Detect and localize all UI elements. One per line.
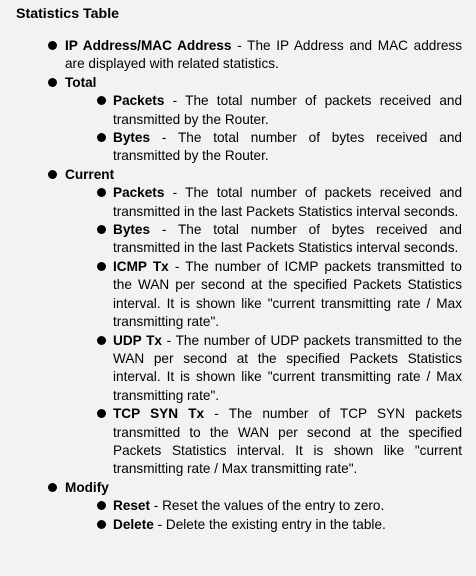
bullet-icon <box>48 170 57 179</box>
bullet-icon <box>97 225 106 234</box>
term-current-bytes: Bytes <box>113 222 151 238</box>
bullet-icon <box>97 501 106 510</box>
list-item-udp-tx <box>65 332 462 406</box>
term-delete: Delete <box>113 516 154 532</box>
list-item-delete <box>65 516 462 534</box>
list-item-modify <box>16 479 462 534</box>
list-item-total-packets <box>65 92 462 129</box>
term-tcp-syn-tx: TCP SYN Tx <box>113 406 205 422</box>
modify-sublist <box>65 497 462 534</box>
total-sublist <box>65 92 462 166</box>
term-icmp-tx: ICMP Tx <box>113 258 169 274</box>
list-item-reset <box>65 497 462 515</box>
bullet-icon <box>97 188 106 197</box>
heading-total: Total <box>65 74 97 90</box>
list-item-current-packets <box>65 184 462 221</box>
desc-ip-mac: - The IP Address and MAC address are displayed with related statistics. <box>65 38 463 72</box>
heading-modify: Modify <box>65 479 109 495</box>
bullet-icon <box>97 133 106 142</box>
bullet-icon <box>97 409 106 418</box>
term-current-packets: Packets <box>113 185 165 201</box>
list-item-icmp-tx <box>65 258 462 332</box>
term-udp-tx: UDP Tx <box>113 332 162 348</box>
term-reset: Reset <box>113 498 151 514</box>
bullet-icon <box>48 41 57 50</box>
bullet-icon <box>97 262 106 271</box>
desc-delete: - Delete the existing entry in the table. <box>153 516 386 532</box>
desc-current-bytes: - The total number of bytes received and transmitted in the last Packets Statistics interval seconds. <box>113 222 462 256</box>
desc-udp-tx: - The number of UDP packets transmitted to the WAN per second at the specified Packets Statistics interval. It is shown like "current transmitting rate / Max transmitting rate". <box>113 332 462 403</box>
desc-tcp-syn-tx: - The number of TCP SYN packets transmitted to the WAN per second at the specified Packets Statistics interval. It is shown like "current transmitting rate / Max transmitting rate". <box>113 406 462 477</box>
current-sublist <box>65 184 462 479</box>
list-item-current <box>16 166 462 479</box>
list-item-total <box>16 74 462 166</box>
list-item-tcp-syn-tx <box>65 405 462 479</box>
list-item-total-bytes <box>65 129 462 166</box>
term-total-bytes: Bytes <box>113 130 151 146</box>
desc-reset: - Reset the values of the entry to zero. <box>150 498 385 514</box>
list-item-ip-mac <box>16 37 462 74</box>
desc-total-bytes: - The total number of bytes received and transmitted by the Router. <box>113 130 462 164</box>
bullet-icon <box>97 520 106 529</box>
main-list <box>16 37 462 534</box>
desc-current-packets: - The total number of packets received and transmitted in the last Packets Statistics interval seconds. <box>113 185 462 219</box>
bullet-icon <box>97 96 106 105</box>
bullet-icon <box>48 78 57 87</box>
bullet-icon <box>48 483 57 492</box>
term-total-packets: Packets <box>113 93 165 109</box>
section-title: Statistics Table <box>16 6 120 22</box>
desc-icmp-tx: - The number of ICMP packets transmitted to the WAN per second at the specified Packets Statistics interval. It is shown like "current transmitting rate / Max transmitting rate". <box>113 258 462 330</box>
desc-total-packets: - The total number of packets received and transmitted by the Router. <box>113 93 462 127</box>
list-item-current-bytes <box>65 221 462 258</box>
bullet-icon <box>97 336 106 345</box>
term-ip-mac: IP Address/MAC Address <box>65 38 232 53</box>
heading-current: Current <box>65 166 115 182</box>
